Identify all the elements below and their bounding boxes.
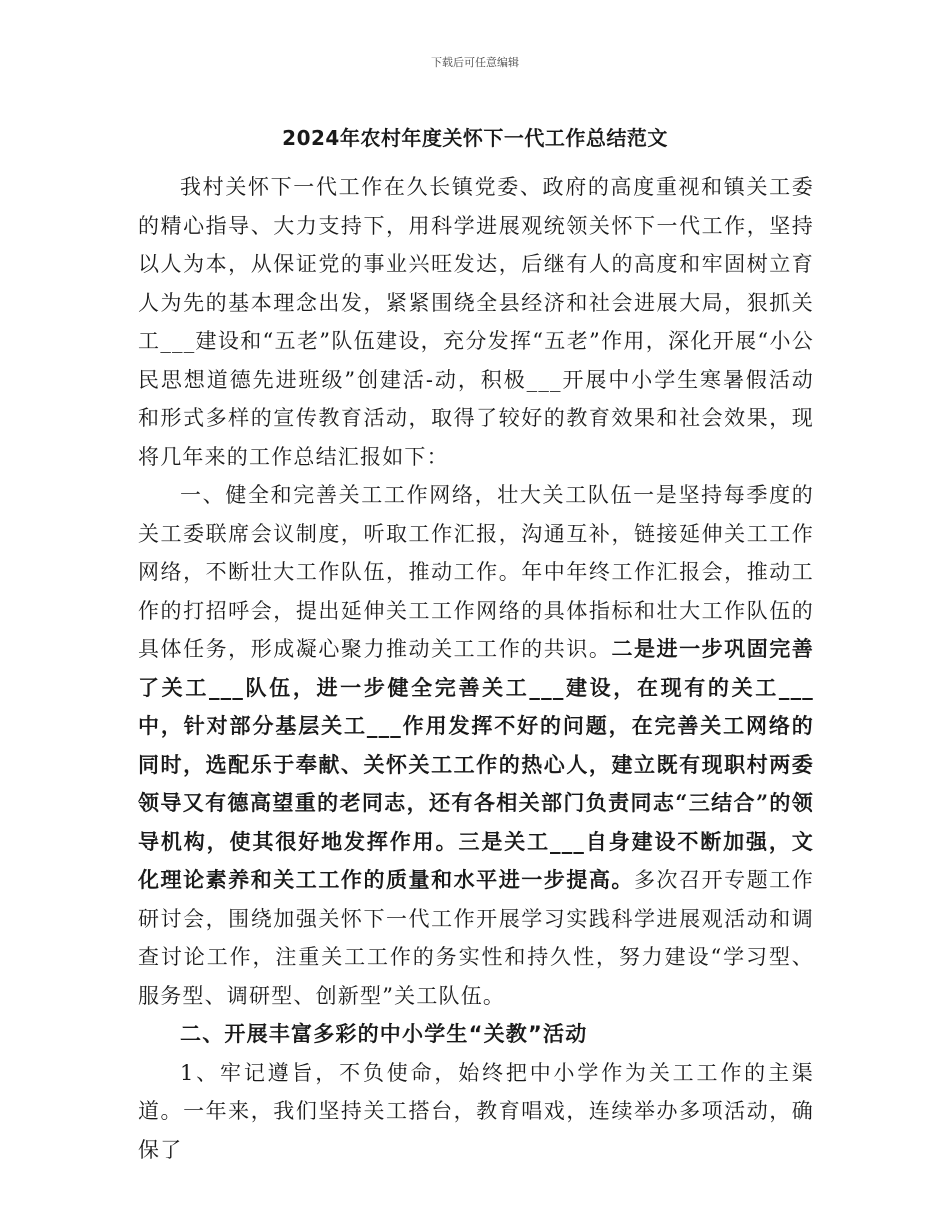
document-title: 2024年农村年度关怀下一代工作总结范文: [282, 126, 668, 150]
header-note: 下载后可任意编辑: [431, 56, 519, 69]
intro-paragraph: 我村关怀下一代工作在久长镇党委、政府的高度重视和镇关工委的精心指导、大力支持下，用科学进展观统领关怀下一代工作，坚持以人为本，从保证党的事业兴旺发达，后继有人的高度和牢固树立育人为先的基本理念出发，紧紧围绕全县经济和社会进展大局，狠抓关工___建设和“五老”队伍建设，充分发挥“五老”作用，深化开展“小公民思想道德先进班级”创建活-动，积极___开展中小学生寒暑假活动和形式多样的宣传教育活动，取得了较好的教育效果和社会效果，现将几年来的工作总结汇报如下：: [138, 175, 814, 469]
section2-item1-paragraph: 1、牢记遵旨，不负使命，始终把中小学作为关工工作的主渠道。一年来，我们坚持关工搭台，教育唱戏，连续举办多项活动，确保了: [138, 1060, 814, 1162]
section1-paragraph: [138, 476, 814, 1015]
document-body: [138, 168, 814, 1169]
section1-bold-text: 二是进一步巩固完善了关工___队伍，进一步健全完善关工___建设，在现有的关工___中，针对部分基层关工___作用发挥不好的问题，在完善关工网络的同时，选配乐于奉献、关怀关工工作的热心人，建立既有现职村两委领导又有德高望重的老同志，还有各相关部门负责同志“三结合”的领导机构，使其很好地发挥作用。三是关工___自身建设不断加强，文化理论素养和关工工作的质量和水平进一步提高。: [138, 636, 814, 892]
section1-text-b: 多次召开专题工作研讨会，围绕加强关怀下一代工作开展学习实践科学进展观活动和调查讨论工作，注重关工工作的务实性和持久性，努力建设“学习型、服务型、调研型、创新型”关工队伍。: [138, 868, 814, 1008]
section1-text-a: 一、健全和完善关工工作网络，壮大关工队伍一是坚持每季度的关工委联席会议制度，听取工作汇报，沟通互补，链接延伸关工工作网络，不断壮大工作队伍，推动工作。年中年终工作汇报会，推动工作的打招呼会，提出延伸关工工作网络的具体指标和壮大工作队伍的具体任务，形成凝心聚力推动关工工作的共识。: [138, 483, 814, 661]
section2-heading: 二、开展丰富多彩的中小学生“关教”活动: [180, 1022, 588, 1046]
